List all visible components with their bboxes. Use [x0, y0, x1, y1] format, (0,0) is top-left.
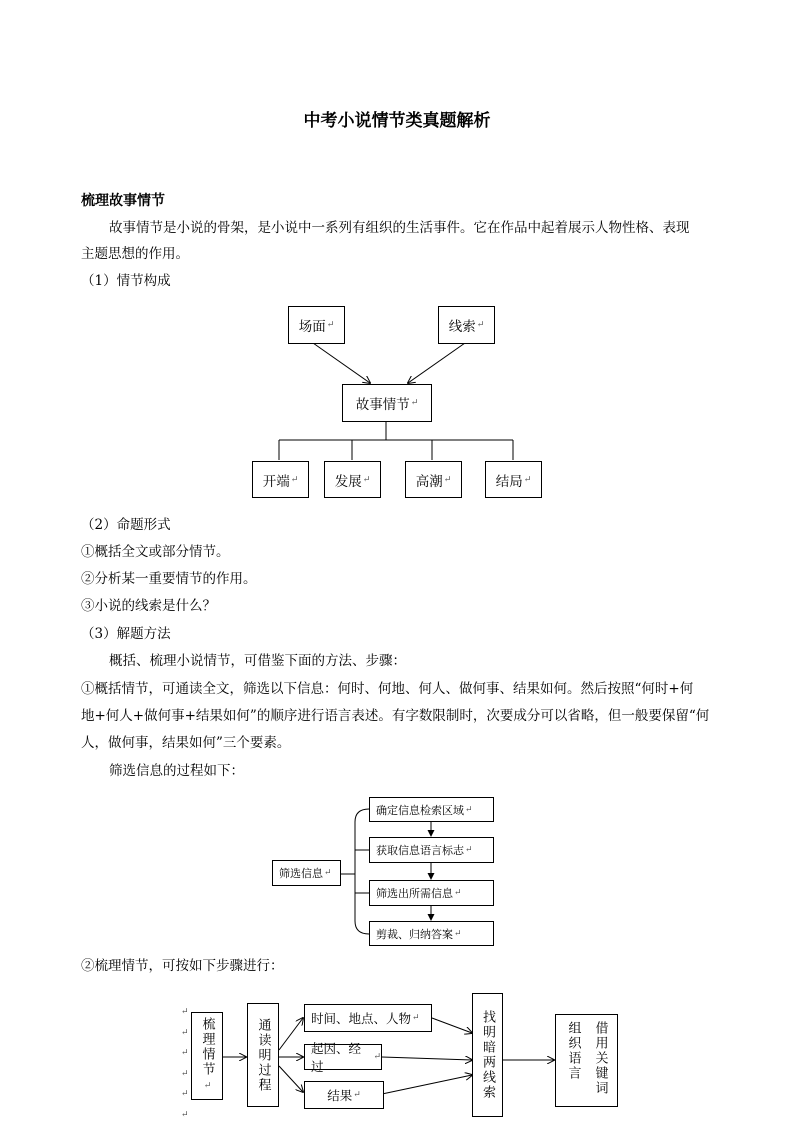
page-title: 中考小说情节类真题解析: [303, 111, 491, 131]
ending-box: 结局 ↵: [485, 461, 542, 498]
filter-info-box: 筛选信息 ↵: [272, 860, 341, 886]
intro-line-2: 主题思想的作用。: [81, 246, 189, 262]
section-heading: 梳理故事情节: [81, 193, 165, 209]
development-box: 发展 ↵: [324, 461, 381, 498]
climax-box: 高潮 ↵: [405, 461, 462, 498]
step-determine-area: 确定信息检索区域 ↵: [369, 797, 494, 822]
beginning-box: 开端 ↵: [252, 461, 309, 498]
result-box: 结果 ↵: [304, 1081, 384, 1109]
part2-label: （2）命题形式: [81, 517, 171, 533]
return-marks-column: ↵ ↵ ↵ ↵ ↵ ↵: [181, 1007, 189, 1120]
step-get-markers: 获取信息语言标志 ↵: [369, 837, 494, 863]
method1-line-3: 人，做何事，结果如何”三个要素。: [81, 735, 291, 751]
step-summarize: 剪裁、归纳答案 ↵: [369, 921, 494, 946]
part3-label: （3）解题方法: [81, 626, 171, 642]
method1-line-1: ①概括情节，可通读全文，筛选以下信息：何时、何地、何人、做何事、结果如何。然后按照“何时+何: [81, 681, 694, 697]
sort-plot-box: 梳理情节 ↵: [191, 1012, 223, 1100]
question-form-2: ②分析某一重要情节的作用。: [81, 571, 257, 587]
scene-box: 场面 ↵: [288, 306, 345, 344]
step-filter-needed: 筛选出所需信息 ↵: [369, 880, 494, 906]
method2-label: ②梳理情节，可按如下步骤进行：: [81, 958, 284, 974]
story-plot-box: 故事情节 ↵: [342, 384, 432, 422]
method-intro: 概括、梳理小说情节，可借鉴下面的方法、步骤：: [109, 653, 406, 669]
part1-label: （1）情节构成: [81, 273, 171, 289]
filter-intro: 筛选信息的过程如下：: [109, 763, 244, 779]
intro-line-1: 故事情节是小说的骨架，是小说中一系列有组织的生活事件。它在作品中起着展示人物性格、表现: [109, 220, 690, 236]
clue-box: 线索 ↵: [438, 306, 495, 344]
method1-line-2: 地+何人+做何事+结果如何”的顺序进行语言表述。有字数限制时，次要成分可以省略，但一般要保留“何: [81, 708, 710, 724]
cause-process-box: 起因、经过 ↵: [304, 1044, 382, 1070]
organize-language-box: 借用关键词 组织语言: [555, 1014, 618, 1107]
question-form-3: ③小说的线索是什么？: [81, 598, 216, 614]
time-place-people-box: 时间、地点、人物 ↵: [304, 1004, 432, 1032]
read-through-box: 通读明过程: [247, 1003, 279, 1107]
question-form-1: ①概括全文或部分情节。: [81, 544, 230, 560]
find-clues-box: 找明暗两线索: [472, 993, 503, 1117]
